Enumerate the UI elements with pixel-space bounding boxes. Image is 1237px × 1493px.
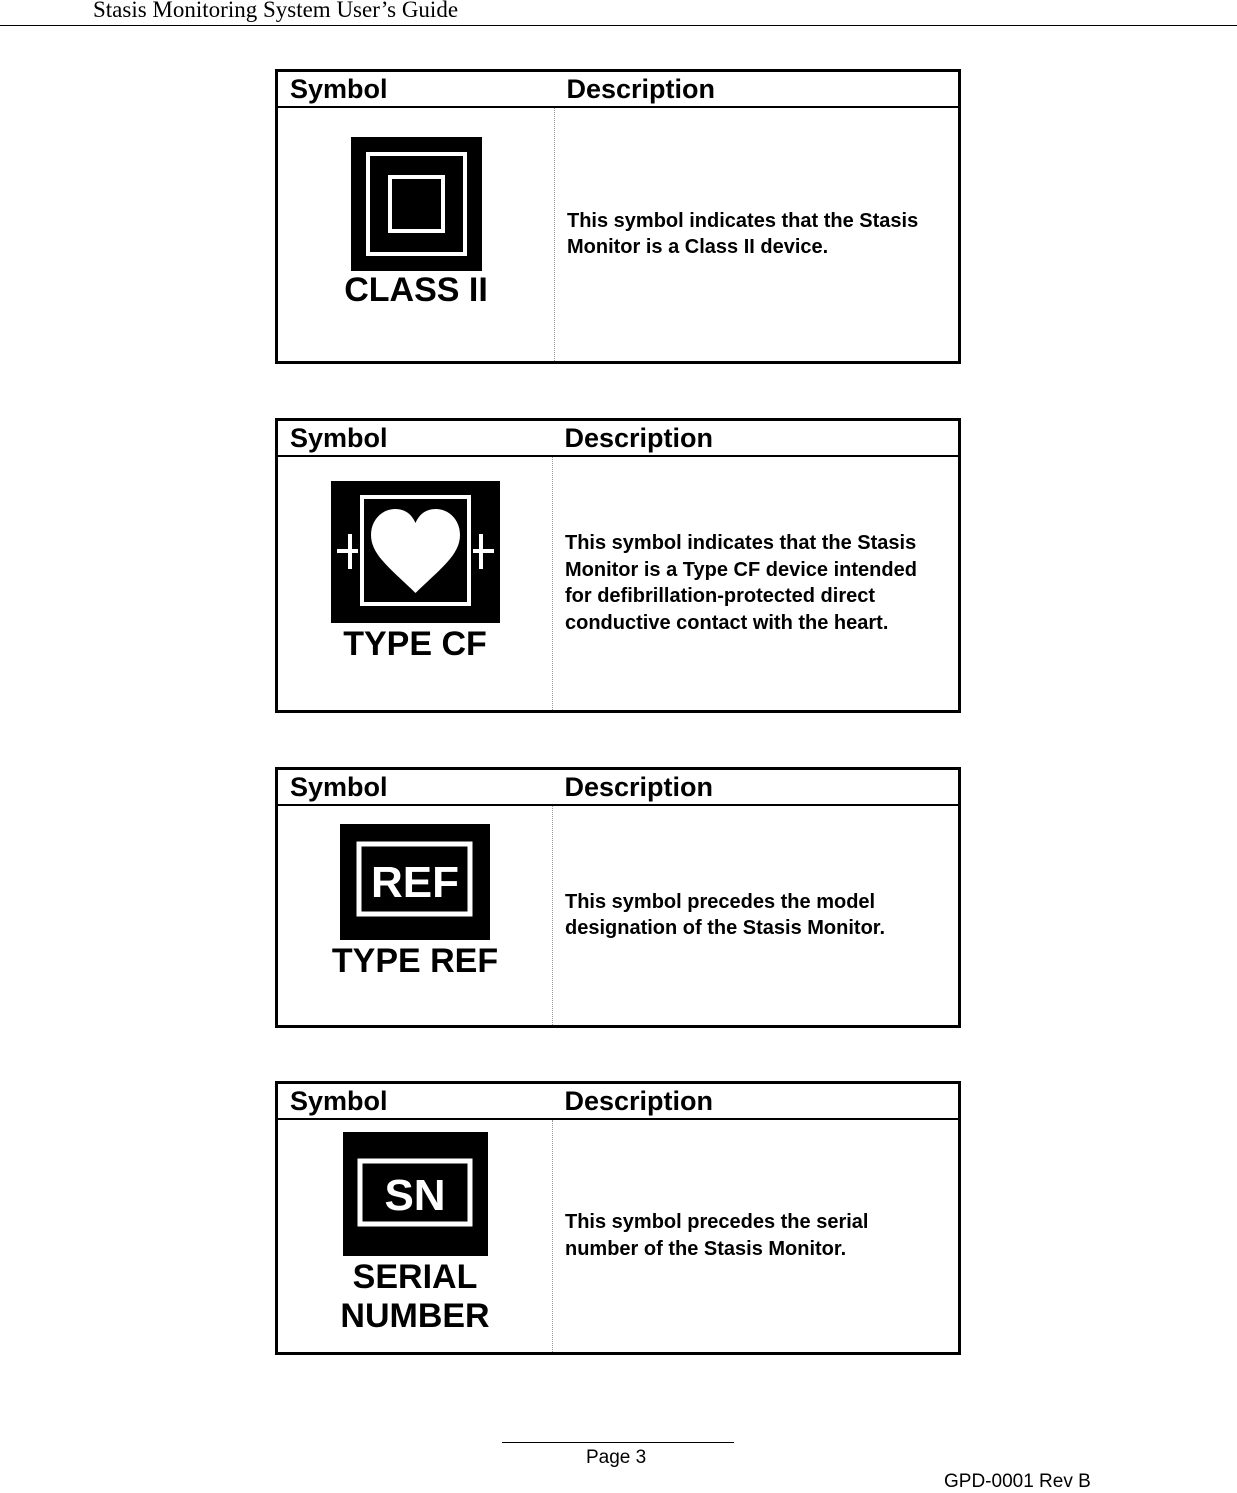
document-header-title: Stasis Monitoring System User’s Guide (93, 0, 459, 22)
symbol-column-header: Symbol (277, 420, 553, 456)
symbol-table-type-cf (275, 418, 961, 713)
symbol-column-header: Symbol (277, 769, 553, 805)
serial-number-icon (343, 1132, 488, 1256)
description-cell (553, 456, 960, 712)
document-id: GPD-0001 Rev B (944, 1471, 1091, 1492)
symbol-caption: TYPE REF (331, 941, 499, 980)
type-cf-heart-icon (331, 481, 500, 623)
ref-icon-text: REF (371, 857, 459, 907)
description-cell (553, 1119, 960, 1354)
symbol-cell (277, 107, 555, 363)
symbol-description: This symbol precedes the serial number of the Stasis Monitor. (565, 1211, 869, 1260)
symbol-caption: TYPE CF (343, 624, 487, 663)
description-column-header: Description (553, 420, 960, 456)
class-ii-double-square-icon (351, 137, 482, 271)
symbol-table-class-ii (275, 69, 961, 364)
symbol-column-header: Symbol (277, 1083, 553, 1119)
symbol-caption: CLASS II (344, 270, 488, 309)
symbol-description: This symbol indicates that the Stasis Monitor is a Class II device. (567, 209, 919, 259)
description-column-header: Description (555, 71, 960, 107)
symbol-caption-line1: SERIAL (352, 1257, 478, 1296)
symbol-cell (277, 805, 553, 1027)
serial-number-icon-text: SN (383, 1170, 446, 1220)
symbol-table-type-ref (275, 767, 961, 1028)
symbol-description: This symbol indicates that the Stasis Monitor is a Type CF device intended for defibrillation-protected direct conductive contact with the heart. (565, 532, 917, 634)
symbol-caption-line2: NUMBER (340, 1296, 490, 1335)
symbol-column-header: Symbol (277, 71, 555, 107)
description-cell (555, 107, 960, 363)
footer-rule (502, 1442, 734, 1443)
header-rule (0, 25, 1237, 26)
symbol-description: This symbol precedes the model designation of the Stasis Monitor. (565, 890, 886, 940)
symbol-cell (277, 1119, 553, 1354)
page-number: Page 3 (586, 1447, 647, 1468)
symbol-cell (277, 456, 553, 712)
description-column-header: Description (553, 1083, 960, 1119)
ref-icon (340, 824, 490, 940)
description-column-header: Description (553, 769, 960, 805)
symbol-table-serial-number (275, 1081, 961, 1355)
description-cell (553, 805, 960, 1027)
